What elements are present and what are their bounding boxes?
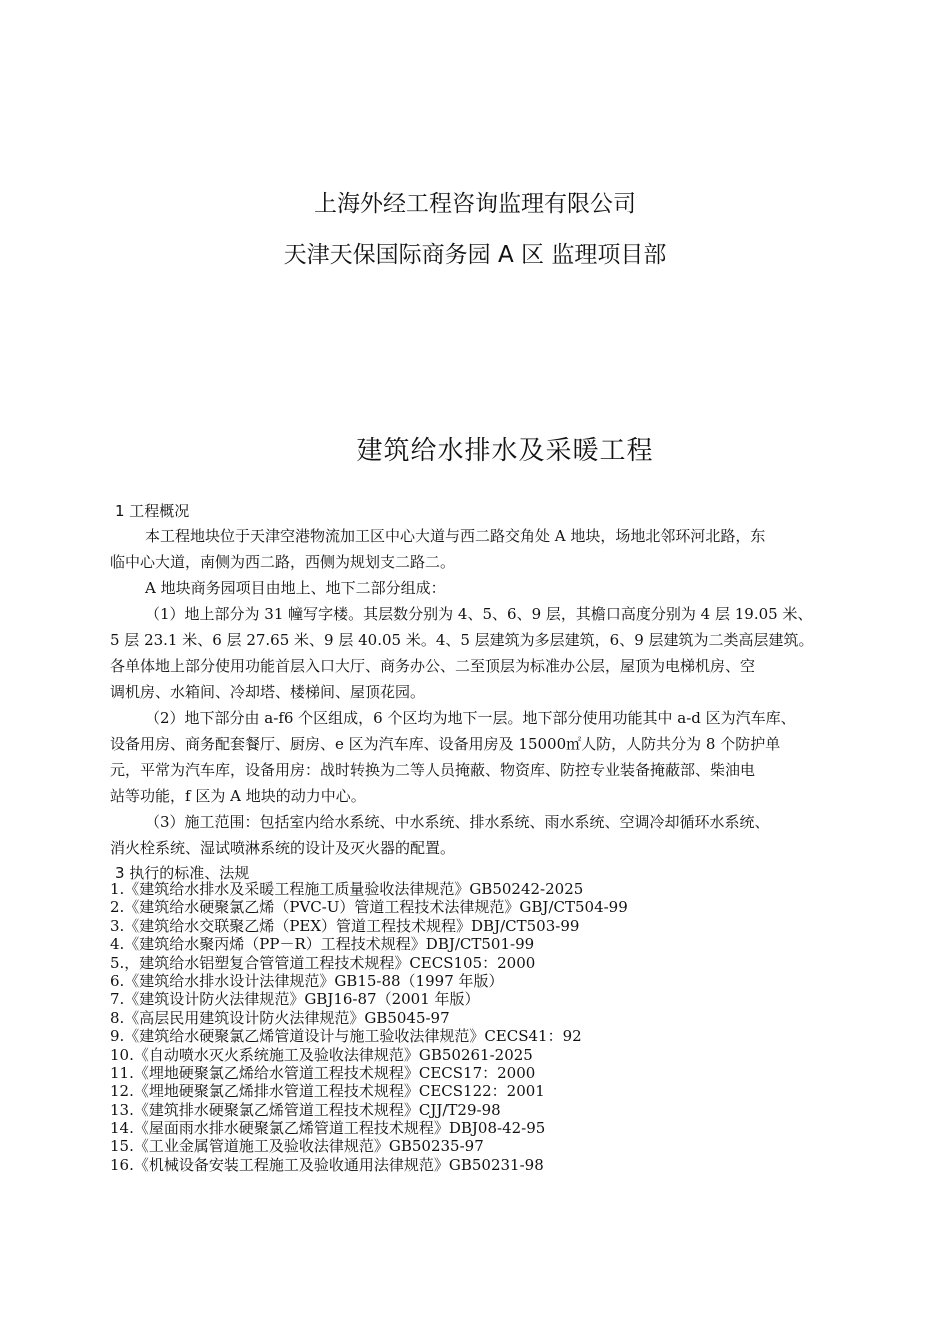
standard-item: 10.《自动喷水灭火系统施工及验收法律规范》GB50261-2025 [110,1045,533,1064]
standard-item: 6.《建筑给水排水设计法律规范》GB15-88（1997 年版） [110,971,504,990]
company-name: 上海外经工程咨询监理有限公司 [314,191,636,217]
standard-item: 2.《建筑给水硬聚氯乙烯（PVC-U）管道工程技术法律规范》GBJ/CT504-99 [110,898,628,917]
paragraph-line: 设备用房、商务配套餐厅、厨房、e 区为汽车库、设备用房及 15000㎡人防，人防共分为 8 个防护单 [110,735,781,753]
overview-paragraph [110,809,855,861]
paragraph-line: 调机房、水箱间、冷却塔、楼梯间、屋顶花园。 [110,683,426,701]
paragraph-line: （3）施工范围：包括室内给水系统、中水系统、排水系统、雨水系统、空调冷却循环水系统、 [145,813,770,831]
overview-paragraph [110,601,855,705]
standard-item: 4.《建筑给水聚丙烯（PP－R）工程技术规程》DBJ/CT501-99 [110,935,535,954]
paragraph-line: A 地块商务园项目由地上、地下二部分组成： [145,579,446,597]
standard-item: 5.，建筑给水铝塑复合管管道工程技术规程》CECS105：2000 [110,953,536,972]
document-title: 建筑给水排水及采暖工程 [356,436,654,466]
standards-list [110,880,855,1174]
standard-item: 1.《建筑给水排水及采暖工程施工质量验收法律规范》GB50242-2025 [110,880,584,898]
standard-item: 9.《建筑给水硬聚氯乙烯管道设计与施工验收法律规范》CECS41：92 [110,1027,582,1046]
standard-item: 11.《埋地硬聚氯乙烯给水管道工程技术规程》CECS17：2000 [110,1063,536,1082]
paragraph-line: 本工程地块位于天津空港物流加工区中心大道与西二路交角处 A 地块，场地北邻环河北路，东 [145,527,766,545]
overview-body [110,523,855,861]
paragraph-line: 5 层 23.1 米、6 层 27.65 米、9 层 40.05 米。4、5 层建筑为多层建筑，6、9 层建筑为二类高层建筑。 [110,631,814,649]
standard-item: 15.《工业金属管道施工及验收法律规范》GB50235-97 [110,1137,484,1156]
paragraph-line: 消火栓系统、湿试喷淋系统的设计及灭火器的配置。 [110,839,456,857]
standard-item: 7.《建筑设计防火法律规范》GBJ16-87（2001 年版） [110,990,480,1009]
paragraph-line: 元，平常为汽车库，设备用房：战时转换为二等人员掩蔽、物资库、防控专业装备掩蔽部、柴油电 [110,761,756,779]
overview-paragraph [110,705,855,809]
overview-paragraph [110,523,855,575]
standard-item: 14.《屋面雨水排水硬聚氯乙烯管道工程技术规程》DBJ08-42-95 [110,1119,546,1138]
paragraph-line: 站等功能，f 区为 A 地块的动力中心。 [110,787,366,805]
section-heading-overview: 1 工程概况 [115,502,190,520]
standard-item: 12.《埋地硬聚氯乙烯排水管道工程技术规程》CECS122：2001 [110,1082,545,1101]
standard-item: 16.《机械设备安装工程施工及验收通用法律规范》GB50231-98 [110,1155,544,1174]
overview-paragraph [110,575,855,601]
paragraph-line: （1）地上部分为 31 幢写字楼。其层数分别为 4、5、6、9 层，其檐口高度分别为 4 层 19.05 米、 [145,605,813,623]
paragraph-line: 临中心大道，南侧为西二路，西侧为规划支二路二。 [110,553,456,571]
standard-item: 3.《建筑给水交联聚乙烯（PEX）管道工程技术规程》DBJ/CT503-99 [110,916,580,935]
paragraph-line: （2）地下部分由 a-f6 个区组成，6 个区均为地下一层。地下部分使用功能其中 a-d 区为汽车库、 [145,709,796,727]
standard-item: 13.《建筑排水硬聚氯乙烯管道工程技术规程》CJJ/T29-98 [110,1100,501,1119]
paragraph-line: 各单体地上部分使用功能首层入口大厅、商务办公、二至顶层为标准办公层，屋顶为电梯机房、空 [110,657,756,675]
section-heading-standards: 3 执行的标准、法规 [115,864,250,882]
project-department: 天津天保国际商务园 A 区 监理项目部 [283,242,667,268]
standard-item: 8.《高层民用建筑设计防火法律规范》GB5045-97 [110,1008,450,1027]
